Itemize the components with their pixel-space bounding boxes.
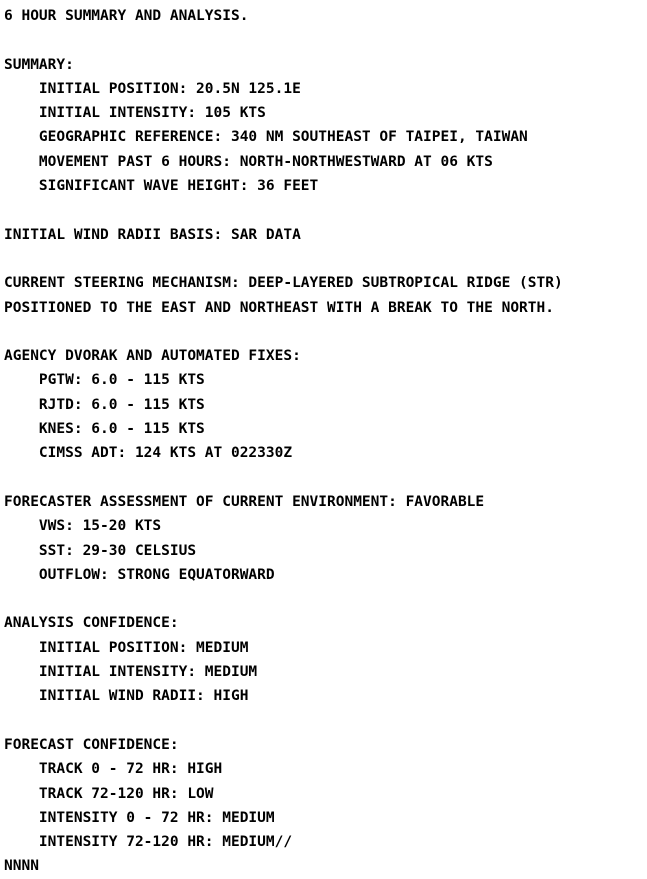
report-line: INITIAL WIND RADII BASIS: SAR DATA (4, 226, 301, 243)
report-blank-line (4, 198, 647, 222)
report-line: CIMSS ADT: 124 KTS AT 022330Z (4, 445, 293, 462)
report-line: MOVEMENT PAST 6 HOURS: NORTH-NORTHWESTWARD AT 06 KTS (4, 153, 493, 170)
report-blank-line (4, 247, 647, 271)
report-line: 6 HOUR SUMMARY AND ANALYSIS. (4, 8, 249, 24)
report-line: INTENSITY 72-120 HR: MEDIUM// (4, 834, 293, 851)
report-line: INITIAL WIND RADII: HIGH (4, 688, 249, 705)
report-line: INITIAL INTENSITY: MEDIUM (4, 664, 258, 681)
report-line: ANALYSIS CONFIDENCE: (4, 615, 179, 632)
report-line: NNNN (4, 858, 39, 875)
report-line: GEOGRAPHIC REFERENCE: 340 NM SOUTHEAST OF TAIPEI, TAIWAN (4, 129, 528, 146)
report-line: POSITIONED TO THE EAST AND NORTHEAST WITH A BREAK TO THE NORTH. (4, 299, 554, 316)
report-line: INITIAL POSITION: 20.5N 125.1E (4, 80, 301, 97)
report-line: KNES: 6.0 - 115 KTS (4, 421, 205, 438)
report-line: TRACK 0 - 72 HR: HIGH (4, 761, 223, 778)
report-line: INITIAL INTENSITY: 105 KTS (4, 105, 266, 122)
report-line: PGTW: 6.0 - 115 KTS (4, 372, 205, 389)
report-line: SUMMARY: (4, 56, 74, 73)
report-line: CURRENT STEERING MECHANISM: DEEP-LAYERED SUBTROPICAL RIDGE (STR) (4, 275, 563, 292)
report-blank-line (4, 466, 647, 490)
report-line: TRACK 72-120 HR: LOW (4, 785, 214, 802)
report-blank-line (4, 709, 647, 733)
report-line: INTENSITY 0 - 72 HR: MEDIUM (4, 809, 275, 826)
report-line: INITIAL POSITION: MEDIUM (4, 639, 249, 656)
report-blank-line (4, 28, 647, 52)
report-line: AGENCY DVORAK AND AUTOMATED FIXES: (4, 348, 301, 365)
report-line: VWS: 15-20 KTS (4, 518, 162, 535)
report-line: FORECAST CONFIDENCE: (4, 736, 179, 753)
report-line: SST: 29-30 CELSIUS (4, 542, 197, 559)
report-line: FORECASTER ASSESSMENT OF CURRENT ENVIRONMENT: FAVORABLE (4, 493, 485, 510)
report-blank-line (4, 587, 647, 611)
report-line: OUTFLOW: STRONG EQUATORWARD (4, 566, 275, 583)
report-line: RJTD: 6.0 - 115 KTS (4, 396, 205, 413)
report-blank-line (4, 320, 647, 344)
report-line: SIGNIFICANT WAVE HEIGHT: 36 FEET (4, 178, 319, 195)
